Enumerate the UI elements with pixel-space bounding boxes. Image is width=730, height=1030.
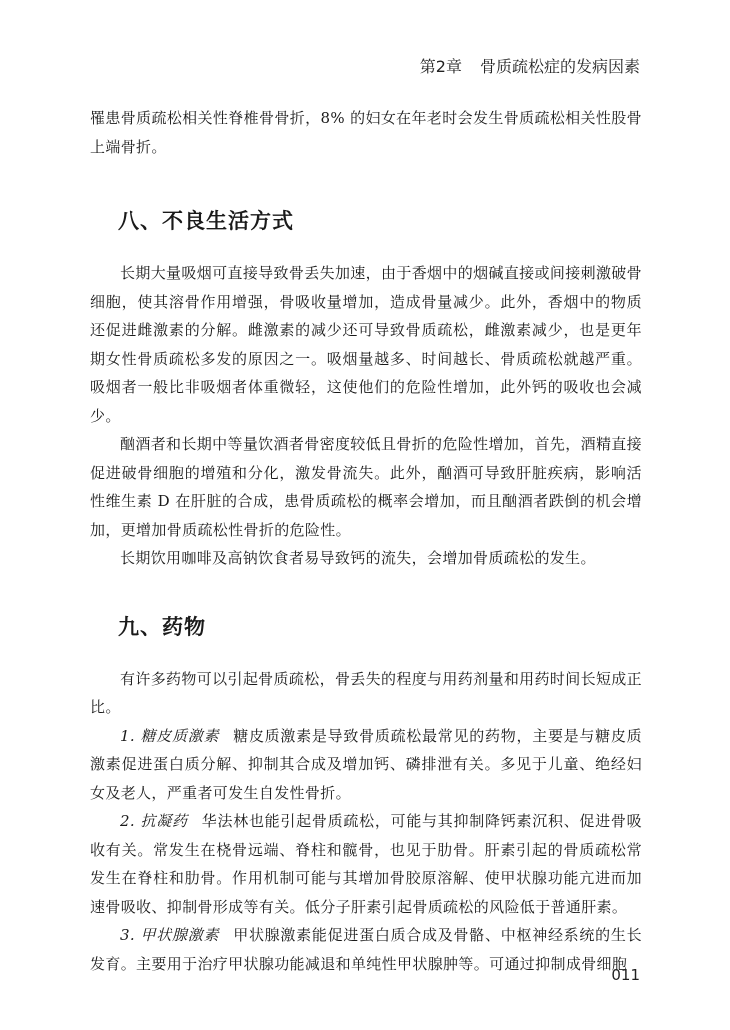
running-header xyxy=(420,54,640,77)
list-item-anticoagulant xyxy=(90,807,642,921)
section-heading-drugs: 九、药物 xyxy=(118,613,206,639)
list-item-thyroid-hormone xyxy=(90,921,642,978)
term-glucocorticoid: 1. 糖皮质激素 xyxy=(120,726,220,745)
chapter-number: 第2章 xyxy=(419,57,462,76)
continued-paragraph: 罹患骨质疏松相关性脊椎骨骨折，8% 的妇女在年老时会发生骨质疏松相关性股骨上端骨折。 xyxy=(90,109,642,156)
text-thyroid-hormone: 甲状腺激素能促进蛋白质合成及骨骼、中枢神经系统的生长发育。主要用于治疗甲状腺功能减退和单纯性甲状腺肿等。可通过抑制成骨细胞 xyxy=(90,926,642,973)
text-anticoagulant: 华法林也能引起骨质疏松，可能与其抑制降钙素沉积、促进骨吸收有关。常发生在桡骨远端、脊柱和髋骨，也见于肋骨。肝素引起的骨质疏松常发生在脊柱和肋骨。作用机制可能与其增加骨胶原溶解、使甲状腺功能亢进而加速骨吸收、抑制骨形成等有关。低分子肝素引起骨质疏松的风险低于普通肝素。 xyxy=(90,812,642,916)
paragraph-alcohol: 酗酒者和长期中等量饮酒者骨密度较低且骨折的危险性增加，首先，酒精直接促进破骨细胞的增殖和分化，激发骨流失。此外，酗酒可导致肝脏疾病，影响活性维生素 D 在肝脏的合成，患骨质疏松的概率会增加，而且酗酒者跌倒的机会增加，更增加骨质疏松性骨折的危险性。 xyxy=(90,435,642,539)
paragraph-drugs-intro: 有许多药物可以引起骨质疏松，骨丢失的程度与用药剂量和用药时间长短成正比。 xyxy=(90,669,642,716)
section-heading-lifestyle: 八、不良生活方式 xyxy=(118,208,294,233)
paragraph-smoking: 长期大量吸烟可直接导致骨丢失加速，由于香烟中的烟碱直接或间接刺激破骨细胞，使其溶骨作用增强，骨吸收量增加，造成骨量减少。此外，香烟中的物质还促进雌激素的分解。雌激素的减少还可导致骨质疏松，雌激素减少，也是更年期女性骨质疏松多发的原因之一。吸烟量越多、时间越长、骨质疏松就越严重。吸烟者一般比非吸烟者体重微轻，这使他们的危险性增加，此外钙的吸收也会减少。 xyxy=(90,264,642,425)
term-thyroid-hormone: 3. 甲状腺激素 xyxy=(120,926,220,944)
chapter-title: 骨质疏松症的发病因素 xyxy=(479,57,640,76)
page-number: 011 xyxy=(611,966,640,984)
page-body xyxy=(90,104,642,978)
term-anticoagulant: 2. 抗凝药 xyxy=(120,812,188,830)
text-glucocorticoid: 糖皮质激素是导致骨质疏松最常见的药物，主要是与糖皮质激素促进蛋白质分解、抑制其合成及增加钙、磷排泄有关。多见于儿童、绝经妇女及老人，严重者可发生自发性骨折。 xyxy=(90,726,642,802)
paragraph-coffee: 长期饮用咖啡及高钠饮食者易导致钙的流失，会增加骨质疏松的发生。 xyxy=(120,549,596,567)
list-item-glucocorticoid xyxy=(90,722,642,808)
